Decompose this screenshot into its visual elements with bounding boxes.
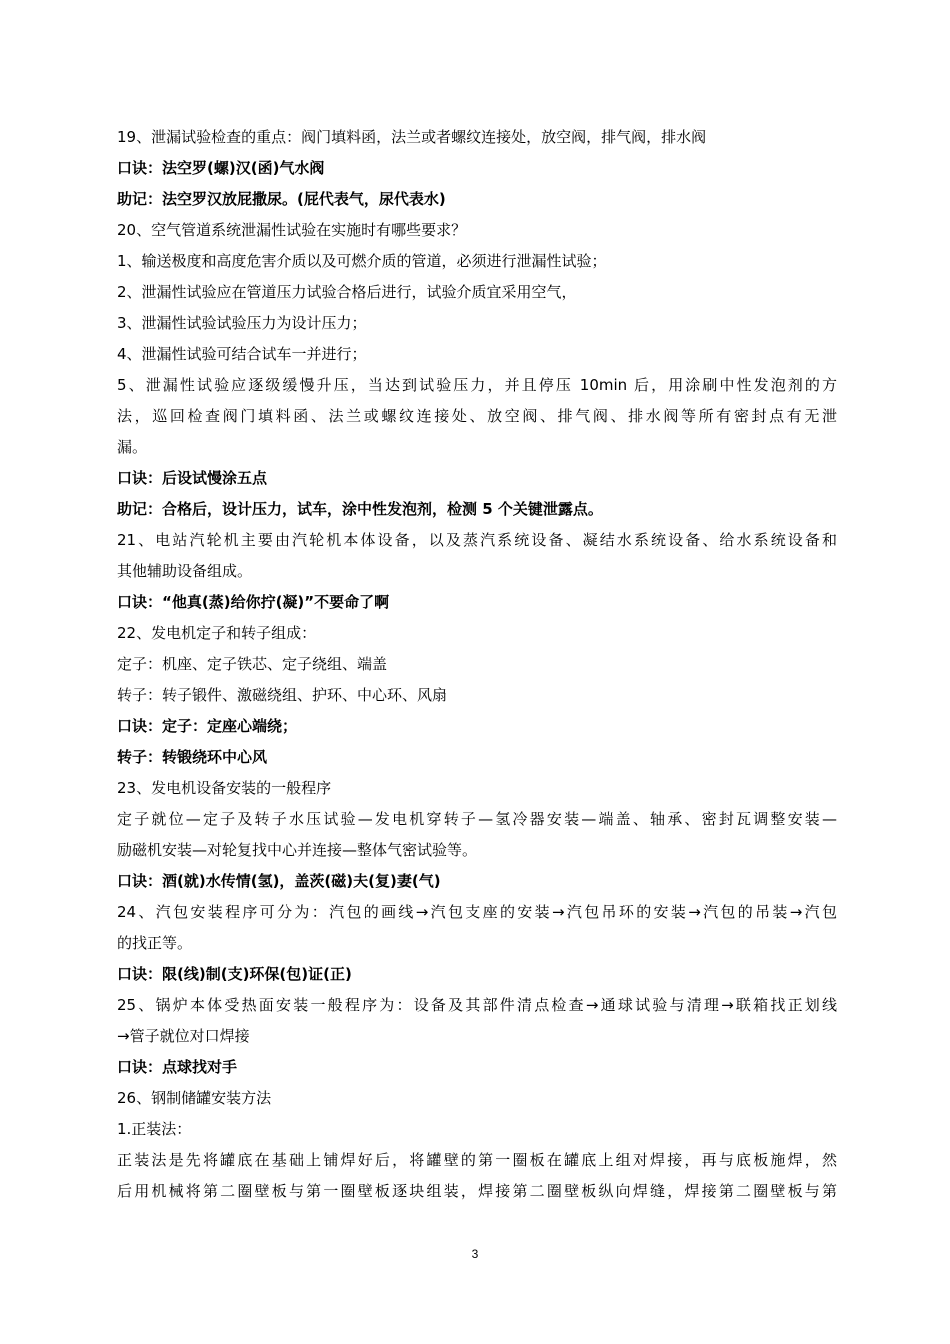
text-line: 励磁机安装—对轮复找中心并连接—整体气密试验等。 xyxy=(117,841,478,859)
mnemonic-line: 口诀：限(线)制(支)环保(包)证(正) xyxy=(117,965,352,983)
text-line: 2、泄漏性试验应在管道压力试验合格后进行，试验介质宜采用空气， xyxy=(117,283,577,301)
text-line: 4、泄漏性试验可结合试车一并进行； xyxy=(117,345,367,363)
text-line: 后用机械将第二圈壁板与第一圈壁板逐块组装，焊接第二圈壁板纵向焊缝，焊接第二圈壁板与第 xyxy=(117,1182,837,1200)
mnemonic-line: 口诀：酒(就)水传情(氢)，盖茨(磁)夫(复)妻(气) xyxy=(117,872,441,890)
text-line: 20、空气管道系统泄漏性试验在实施时有哪些要求？ xyxy=(117,221,467,239)
text-line: 法，巡回检查阀门填料函、法兰或螺纹连接处、放空阀、排气阀、排水阀等所有密封点有无泄 xyxy=(117,407,837,425)
text-line: 正装法是先将罐底在基础上铺焊好后，将罐壁的第一圈板在罐底上组对焊接，再与底板施焊，然 xyxy=(117,1151,837,1169)
text-line: 1.正装法： xyxy=(117,1120,192,1138)
text-line: 26、钢制储罐安装方法 xyxy=(117,1089,272,1107)
text-line: →管子就位对口焊接 xyxy=(117,1027,250,1045)
mnemonic-line: 口诀：“他真(蒸)给你拧(凝)”不要命了啊 xyxy=(117,593,390,611)
text-line: 1、输送极度和高度危害介质以及可燃介质的管道，必须进行泄漏性试验； xyxy=(117,252,607,270)
text-line: 定子就位—定子及转子水压试验—发电机穿转子—氢冷器安装—端盖、轴承、密封瓦调整安装— xyxy=(117,810,837,828)
mnemonic-line: 口诀：后设试慢涂五点 xyxy=(117,469,268,487)
mnemonic-line: 转子：转锻绕环中心风 xyxy=(117,748,268,766)
document-body xyxy=(117,122,837,1207)
mnemonic-line: 口诀：点球找对手 xyxy=(117,1058,238,1076)
text-line: 19、泄漏试验检查的重点：阀门填料函，法兰或者螺纹连接处，放空阀，排气阀，排水阀 xyxy=(117,128,707,146)
mnemonic-line: 口诀：定子：定座心端绕； xyxy=(117,717,298,735)
text-line: 定子：机座、定子铁芯、定子绕组、端盖 xyxy=(117,655,388,673)
mnemonic-line: 助记：法空罗汉放屁撒尿。(屁代表气，尿代表水) xyxy=(117,190,446,208)
text-line: 21、电站汽轮机主要由汽轮机本体设备，以及蒸汽系统设备、凝结水系统设备、给水系统设备和 xyxy=(117,531,837,549)
mnemonic-line: 助记：合格后，设计压力，试车，涂中性发泡剂，检测 5 个关键泄露点。 xyxy=(117,500,603,518)
text-line: 转子：转子锻件、激磁绕组、护环、中心环、风扇 xyxy=(117,686,448,704)
text-line: 25、锅炉本体受热面安装一般程序为：设备及其部件清点检查→通球试验与清理→联箱找正划线 xyxy=(117,996,837,1014)
text-line: 的找正等。 xyxy=(117,934,193,952)
text-line: 漏。 xyxy=(117,438,148,456)
text-line: 22、发电机定子和转子组成： xyxy=(117,624,317,642)
text-line: 3、泄漏性试验试验压力为设计压力； xyxy=(117,314,367,332)
text-line: 其他辅助设备组成。 xyxy=(117,562,253,580)
page-number: 3 xyxy=(471,1247,479,1261)
text-line: 23、发电机设备安装的一般程序 xyxy=(117,779,332,797)
text-line: 5、泄漏性试验应逐级缓慢升压，当达到试验压力，并且停压 10min 后，用涂刷中性发泡剂的方 xyxy=(117,376,837,394)
text-line: 24、汽包安装程序可分为：汽包的画线→汽包支座的安装→汽包吊环的安装→汽包的吊装→汽包 xyxy=(117,903,837,921)
mnemonic-line: 口诀：法空罗(螺)汉(函)气水阀 xyxy=(117,159,325,177)
